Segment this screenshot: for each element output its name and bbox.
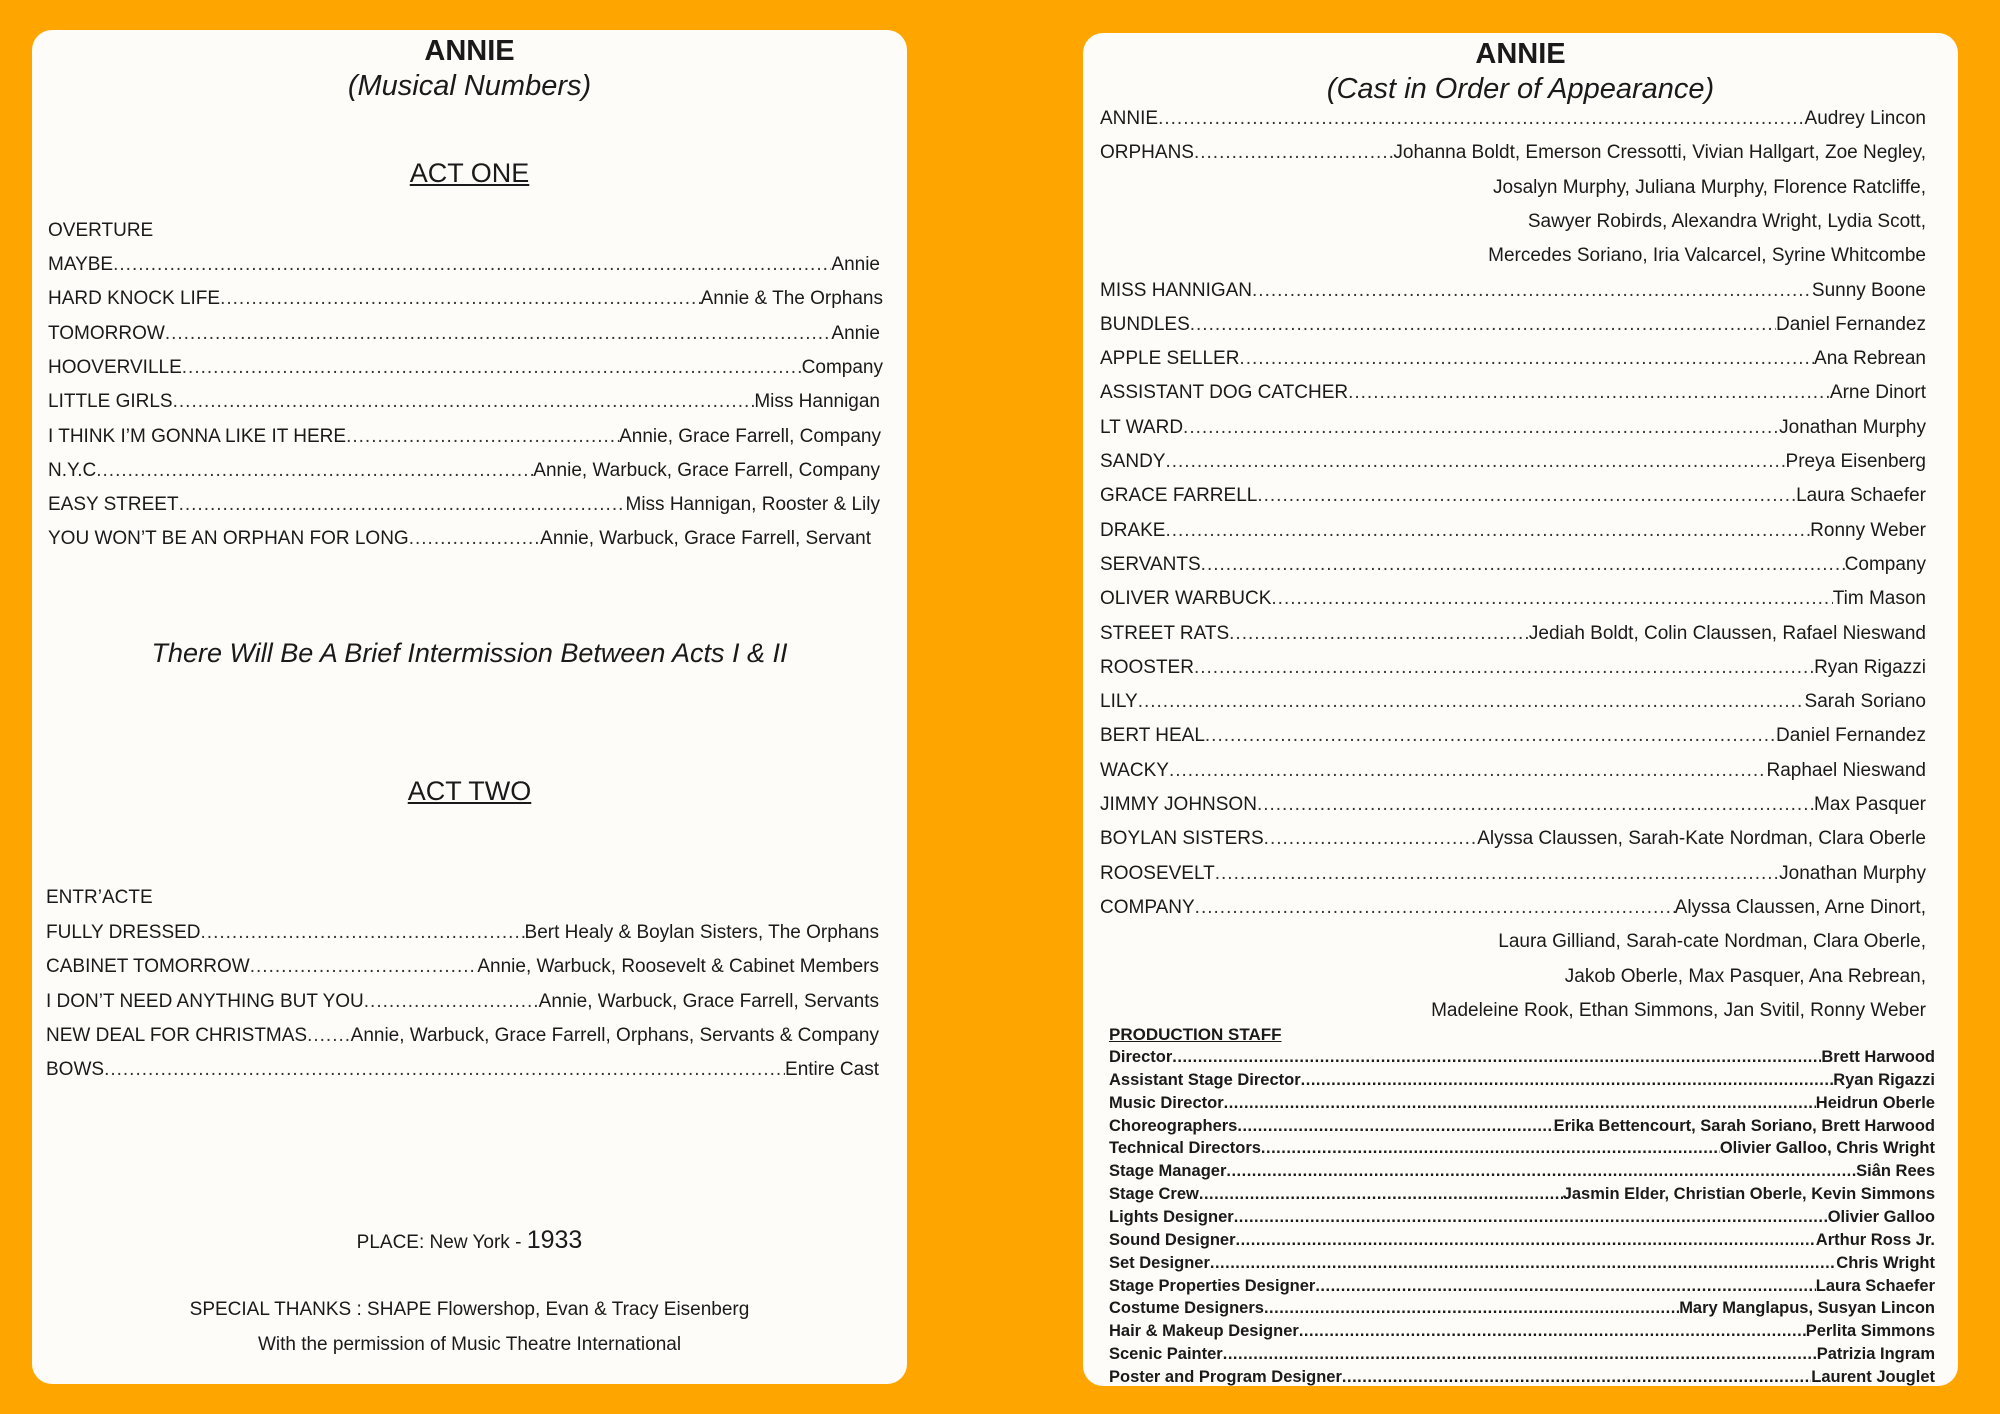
cast-row-value: Max Pasquer — [1814, 794, 1926, 815]
song-row — [46, 992, 879, 1011]
cast-row-label: WACKY — [1100, 759, 1169, 781]
staff-row-label: Stage Manager — [1109, 1162, 1227, 1181]
dot-leader — [346, 427, 619, 446]
staff-row-value: Heidrun Oberle — [1815, 1093, 1935, 1112]
song-row-label: NEW DEAL FOR CHRISTMAS — [46, 1024, 308, 1046]
dot-leader — [182, 358, 802, 377]
dot-leader — [1261, 1140, 1720, 1157]
staff-row-value: Patrizia Ingram — [1816, 1345, 1935, 1364]
cast-row-value: Jediah Boldt, Colin Claussen, Rafael Nieswand — [1528, 622, 1926, 644]
song-row — [48, 255, 880, 274]
dot-leader — [1172, 1049, 1821, 1066]
intermission-note: There Will Be A Brief Intermission Between Acts I & II — [151, 638, 788, 668]
cast-continuation: Mercedes Soriano, Iria Valcarcel, Syrine Whitcombe — [1488, 245, 1926, 267]
cast-row-label: ROOSEVELT — [1100, 862, 1215, 884]
dot-leader — [1271, 589, 1832, 608]
dot-leader — [1158, 109, 1804, 128]
staff-row — [1109, 1118, 1935, 1135]
cast-page-title: ANNIE — [1475, 38, 1566, 70]
staff-row-label: Poster and Program Designer — [1109, 1367, 1342, 1386]
cast-row-value: Daniel Fernandez — [1776, 313, 1926, 335]
cast-row-value: Jonathan Murphy — [1779, 416, 1926, 438]
cast-continuation: Laura Gilliand, Sarah-cate Nordman, Clara Oberle, — [1498, 931, 1926, 953]
song-row-value: Annie, Warbuck, Roosevelt & Cabinet Members — [477, 956, 879, 978]
staff-row — [1109, 1346, 1935, 1363]
cast-row-value: Sarah Soriano — [1804, 691, 1926, 713]
cast-row-value: Preya Eisenberg — [1785, 451, 1926, 472]
dot-leader — [1315, 1278, 1815, 1295]
dot-leader — [1169, 761, 1767, 780]
cast-row-label: BOYLAN SISTERS — [1100, 828, 1264, 850]
dot-leader — [1234, 1209, 1828, 1226]
song-row-value: Entire Cast — [785, 1059, 879, 1081]
dot-leader — [364, 992, 539, 1011]
dot-leader — [1252, 281, 1812, 300]
cast-page-subtitle: (Cast in Order of Appearance) — [1326, 73, 1715, 105]
cast-row — [1100, 898, 1926, 917]
cast-row — [1100, 452, 1926, 471]
cast-row-value: Audrey Lincon — [1804, 108, 1926, 129]
dot-leader — [1236, 1232, 1816, 1249]
song-row-value: Annie, Warbuck, Grace Farrell, Servants — [538, 990, 879, 1012]
staff-row-value: Erika Bettencourt, Sarah Soriano, Brett Harwood — [1553, 1116, 1935, 1135]
song-row-value: Miss Hannigan, Rooster & Lily — [625, 494, 880, 516]
entracte-label: ENTR’ACTE — [46, 887, 153, 908]
staff-row-label: Sound Designer — [1109, 1230, 1236, 1249]
song-row-value: Annie & The Orphans — [700, 288, 883, 310]
cast-row-value: Arne Dinort — [1829, 382, 1926, 404]
song-row — [48, 495, 880, 514]
dot-leader — [1342, 1369, 1811, 1386]
staff-row-value: Jasmin Elder, Christian Oberle, Kevin Simmons — [1562, 1185, 1935, 1204]
cast-row-value: Laura Schaefer — [1796, 485, 1926, 507]
act-one-heading: ACT ONE — [409, 158, 530, 188]
cast-row-label: ROOSTER — [1100, 656, 1194, 678]
song-row-label: HARD KNOCK LIFE — [48, 288, 221, 310]
cast-row — [1100, 795, 1926, 814]
song-row-label: EASY STREET — [48, 494, 179, 516]
staff-row — [1109, 1049, 1935, 1066]
staff-row-label: Music Director — [1109, 1093, 1224, 1112]
dot-leader — [1264, 829, 1478, 848]
dot-leader — [1223, 1346, 1817, 1363]
dot-leader — [1195, 898, 1675, 917]
song-row-value: Annie, Grace Farrell, Company — [619, 425, 881, 447]
dot-leader — [201, 923, 525, 942]
staff-row-value: Laurent Jouglet — [1811, 1367, 1935, 1386]
song-row-label: HOOVERVILLE — [48, 356, 182, 378]
cast-row-label: JIMMY JOHNSON — [1100, 794, 1257, 815]
staff-row-label: Stage Crew — [1109, 1185, 1199, 1204]
dot-leader — [1199, 1186, 1563, 1203]
dot-leader — [1215, 864, 1779, 883]
song-row-label: I DON’T NEED ANYTHING BUT YOU — [46, 990, 364, 1012]
dot-leader — [1264, 1300, 1679, 1317]
cast-row — [1100, 726, 1926, 745]
cast-row — [1100, 281, 1926, 300]
overture-label: OVERTURE — [48, 220, 154, 241]
dot-leader — [1301, 1072, 1834, 1089]
dot-leader — [1194, 658, 1814, 677]
cast-row-label: MISS HANNIGAN — [1100, 279, 1253, 301]
cast-row — [1100, 521, 1926, 540]
song-row-value: Miss Hannigan — [754, 391, 880, 413]
cast-row — [1100, 589, 1926, 608]
staff-row — [1109, 1140, 1935, 1157]
place-year: 1933 — [526, 1226, 583, 1254]
cast-row-value: Raphael Nieswand — [1766, 759, 1926, 781]
staff-row-label: Assistant Stage Director — [1109, 1070, 1301, 1089]
dot-leader — [1257, 795, 1814, 814]
cast-row — [1100, 624, 1926, 643]
cast-row-value: Daniel Fernandez — [1776, 725, 1926, 747]
dot-leader — [113, 255, 831, 274]
special-thanks: SPECIAL THANKS : SHAPE Flowershop, Evan & Tracy Eisenberg — [189, 1299, 750, 1320]
song-row — [46, 1060, 879, 1079]
cast-row — [1100, 555, 1926, 574]
song-row — [46, 1026, 879, 1045]
dot-leader — [1226, 1163, 1856, 1180]
dot-leader — [1224, 1095, 1816, 1112]
song-row — [46, 923, 879, 942]
cast-row-value: Sunny Boone — [1811, 279, 1926, 301]
song-row — [48, 529, 871, 548]
staff-row — [1109, 1072, 1935, 1089]
dot-leader — [1165, 521, 1810, 540]
staff-row — [1109, 1369, 1935, 1386]
cast-row-value: Tim Mason — [1832, 588, 1926, 610]
staff-row-value: Ryan Rigazzi — [1833, 1070, 1935, 1089]
production-staff-heading: PRODUCTION STAFF — [1109, 1025, 1282, 1044]
cast-row-value: Ronny Weber — [1810, 519, 1926, 541]
song-row — [48, 289, 883, 308]
cast-row-label: OLIVER WARBUCK — [1100, 588, 1272, 610]
cast-row — [1100, 315, 1926, 334]
cast-row-label: BERT HEAL — [1100, 725, 1205, 747]
cast-row — [1100, 349, 1926, 368]
song-row-label: N.Y.C — [48, 459, 97, 481]
cast-row-value: Ryan Rigazzi — [1814, 656, 1926, 678]
cast-row-value: Johanna Boldt, Emerson Cressotti, Vivian Hallgart, Zoe Negley, — [1393, 142, 1926, 164]
dot-leader — [250, 957, 478, 976]
place-label: PLACE: New York - — [356, 1232, 527, 1253]
staff-row-value: Chris Wright — [1836, 1253, 1935, 1272]
dot-leader — [173, 392, 755, 411]
cast-row — [1100, 829, 1926, 848]
staff-row-value: Siân Rees — [1856, 1162, 1935, 1181]
dot-leader — [104, 1060, 785, 1079]
staff-row — [1109, 1186, 1935, 1203]
song-row-value: Annie, Warbuck, Grace Farrell, Orphans, Servants & Company — [350, 1024, 879, 1046]
cast-row-label: BUNDLES — [1100, 313, 1190, 335]
cast-row — [1100, 486, 1926, 505]
cast-row-value: Alyssa Claussen, Arne Dinort, — [1674, 896, 1926, 918]
staff-row-value: Laura Schaefer — [1815, 1276, 1935, 1295]
cast-row-label: GRACE FARRELL — [1100, 485, 1258, 507]
staff-row-label: Costume Designers — [1109, 1299, 1264, 1318]
cast-row-label: COMPANY — [1100, 896, 1195, 918]
dot-leader — [1237, 1118, 1553, 1135]
cast-continuation: Jakob Oberle, Max Pasquer, Ana Rebrean, — [1564, 965, 1926, 987]
song-row-value: Annie, Warbuck, Grace Farrell, Company — [533, 459, 880, 481]
staff-row — [1109, 1300, 1935, 1317]
song-row-label: MAYBE — [48, 254, 114, 275]
song-row-label: YOU WON’T BE AN ORPHAN FOR LONG — [48, 528, 409, 550]
dot-leader — [1205, 726, 1776, 745]
cast-row-label: SERVANTS — [1100, 553, 1201, 575]
cast-row-label: LT WARD — [1100, 416, 1184, 438]
cast-row — [1100, 864, 1926, 883]
song-row-value: Annie — [831, 254, 880, 275]
staff-row-label: Lights Designer — [1109, 1207, 1234, 1226]
dot-leader — [1239, 349, 1814, 368]
dot-leader — [1165, 452, 1785, 471]
dot-leader — [1194, 143, 1393, 162]
staff-row — [1109, 1095, 1935, 1112]
staff-row — [1109, 1255, 1935, 1272]
song-row-value: Company — [801, 356, 883, 378]
song-row-label: LITTLE GIRLS — [48, 391, 173, 413]
cast-row-label: DRAKE — [1100, 519, 1166, 541]
cast-row-label: STREET RATS — [1100, 622, 1230, 644]
cast-row — [1100, 109, 1926, 128]
staff-row — [1109, 1209, 1935, 1226]
staff-row-label: Stage Properties Designer — [1109, 1276, 1316, 1295]
staff-row-value: Olivier Galloo — [1827, 1207, 1935, 1226]
cast-continuation: Josalyn Murphy, Juliana Murphy, Florence Ratcliffe, — [1493, 176, 1926, 198]
dot-leader — [307, 1026, 351, 1045]
dot-leader — [409, 529, 540, 548]
song-row-value: Annie, Warbuck, Grace Farrell, Servant — [540, 528, 871, 550]
staff-row-value: Arthur Ross Jr. — [1815, 1230, 1935, 1249]
dot-leader — [165, 324, 832, 343]
staff-row-label: Hair & Makeup Designer — [1109, 1322, 1299, 1341]
cast-row-value: Jonathan Murphy — [1779, 862, 1926, 884]
cast-continuation: Madeleine Rook, Ethan Simmons, Jan Svitil, Ronny Weber — [1431, 999, 1926, 1021]
cast-row — [1100, 692, 1926, 711]
staff-row-label: Set Designer — [1109, 1253, 1210, 1272]
song-row-label: CABINET TOMORROW — [46, 956, 250, 978]
staff-row — [1109, 1232, 1935, 1249]
cast-row-label: APPLE SELLER — [1100, 348, 1240, 370]
musical-numbers-panel — [32, 30, 907, 1384]
dot-leader — [220, 289, 701, 308]
dot-leader — [1348, 383, 1830, 402]
song-row — [48, 324, 880, 343]
song-row — [48, 461, 880, 480]
cast-row-label: ASSISTANT DOG CATCHER — [1100, 382, 1349, 404]
song-row-label: BOWS — [46, 1059, 105, 1081]
cast-row-label: ORPHANS — [1100, 142, 1194, 164]
dot-leader — [1229, 624, 1529, 643]
staff-row-value: Perlita Simmons — [1805, 1322, 1935, 1341]
cast-row-label: SANDY — [1100, 451, 1166, 472]
song-row-label: FULLY DRESSED — [46, 922, 201, 943]
staff-row — [1109, 1323, 1935, 1340]
cast-row — [1100, 383, 1926, 402]
staff-row-value: Olivier Galloo, Chris Wright — [1719, 1139, 1935, 1158]
cast-panel — [1083, 33, 1958, 1386]
cast-row — [1100, 418, 1926, 437]
song-row-value: Annie — [831, 322, 880, 344]
staff-row-label: Scenic Painter — [1109, 1345, 1223, 1364]
page-title: ANNIE — [424, 35, 515, 67]
dot-leader — [1138, 692, 1805, 711]
dot-leader — [1210, 1255, 1836, 1272]
staff-row — [1109, 1163, 1935, 1180]
dot-leader — [179, 495, 626, 514]
permission-note: With the permission of Music Theatre International — [257, 1334, 682, 1355]
dot-leader — [1257, 486, 1796, 505]
song-row — [48, 427, 881, 446]
dot-leader — [1183, 418, 1779, 437]
song-row-label: I THINK I’M GONNA LIKE IT HERE — [48, 425, 347, 447]
staff-row-value: Brett Harwood — [1821, 1048, 1935, 1066]
cast-row-value: Company — [1844, 553, 1926, 575]
song-row-value: Bert Healy & Boylan Sisters, The Orphans — [524, 922, 879, 943]
dot-leader — [96, 461, 533, 480]
cast-continuation: Sawyer Robirds, Alexandra Wright, Lydia Scott, — [1527, 210, 1926, 232]
cast-row — [1100, 658, 1926, 677]
dot-leader — [1190, 315, 1776, 334]
song-row — [46, 957, 879, 976]
place-line — [32, 1226, 907, 1255]
page-subtitle: (Musical Numbers) — [347, 70, 592, 102]
staff-row-value: Mary Manglapus, Susyan Lincon — [1679, 1299, 1935, 1318]
dot-leader — [1299, 1323, 1806, 1340]
act-two-heading: ACT TWO — [407, 776, 532, 806]
staff-row-label: Director — [1109, 1048, 1173, 1066]
cast-row-label: ANNIE — [1100, 108, 1159, 129]
song-row — [48, 392, 880, 411]
cast-row — [1100, 761, 1926, 780]
cast-row — [1100, 143, 1926, 162]
song-row — [48, 358, 883, 377]
staff-row — [1109, 1278, 1935, 1295]
staff-row-label: Technical Directors — [1109, 1139, 1261, 1158]
cast-row-value: Alyssa Claussen, Sarah-Kate Nordman, Clara Oberle — [1477, 828, 1926, 850]
cast-row-value: Ana Rebrean — [1814, 348, 1926, 370]
dot-leader — [1201, 555, 1845, 574]
song-row-label: TOMORROW — [48, 322, 165, 344]
staff-row-label: Choreographers — [1109, 1116, 1238, 1135]
cast-row-label: LILY — [1100, 691, 1138, 713]
